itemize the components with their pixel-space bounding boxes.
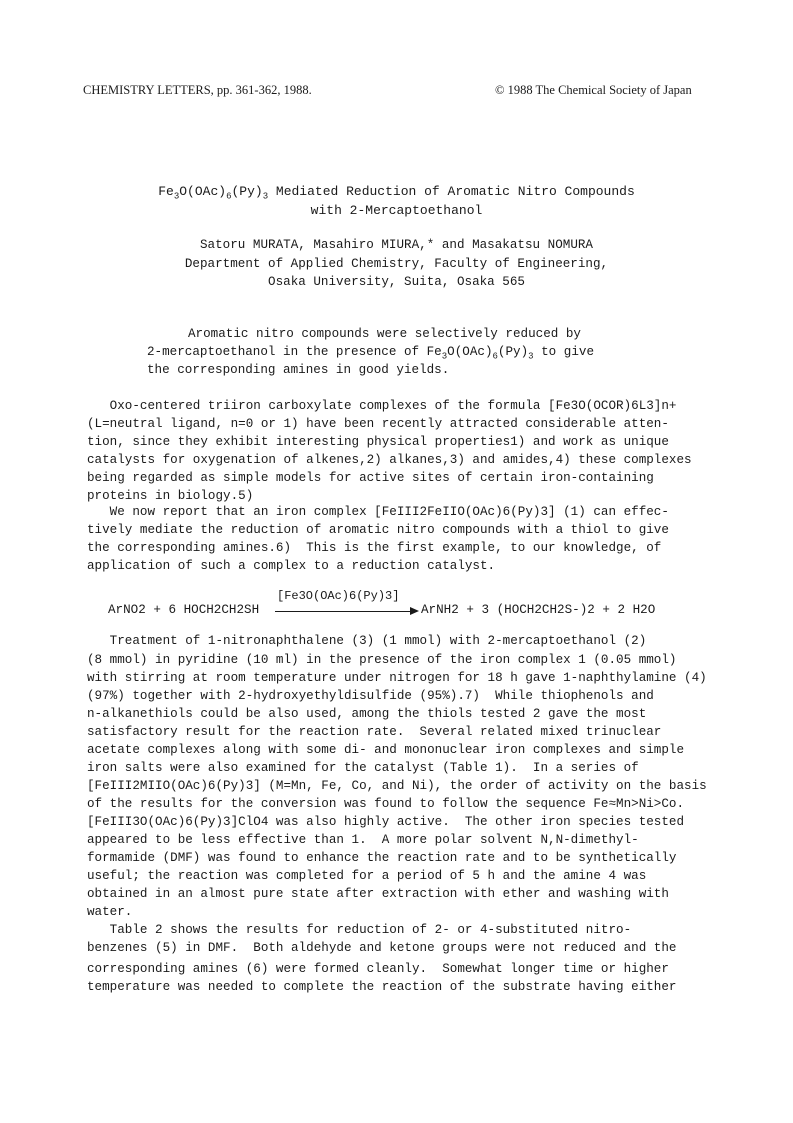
body-line: water.: [87, 905, 133, 919]
body-line: Treatment of 1-nitronaphthalene (3) (1 mmol) with 2-mercaptoethanol (2): [87, 634, 647, 648]
body-line: catalysts for oxygenation of alkenes,2) alkanes,3) and amides,4) these complexes: [87, 453, 692, 467]
body-line: benzenes (5) in DMF. Both aldehyde and ketone groups were not reduced and the: [87, 941, 677, 955]
body-line: application of such a complex to a reduction catalyst.: [87, 559, 496, 573]
reaction-arrowhead: [410, 607, 419, 615]
body-line: (8 mmol) in pyridine (10 ml) in the presence of the iron complex 1 (0.05 mmol): [87, 653, 677, 667]
equation-catalyst: [Fe3O(OAc)6(Py)3]: [277, 589, 400, 603]
body-line: [FeIII3O(OAc)6(Py)3]ClO4 was also highly active. The other iron species tested: [87, 815, 685, 829]
body-line: (97%) together with 2-hydroxyethyldisulfide (95%).7) While thiophenols and: [87, 689, 654, 703]
body-line: n-alkanethiols could be also used, among the thiols tested 2 gave the most: [87, 707, 647, 721]
abstract-line-2: 2-mercaptoethanol in the presence of $Fe_3O(OAc)_6(Py)_3$ to give: [147, 345, 595, 362]
body-line: acetate complexes along with some di- and mononuclear iron complexes and simple: [87, 743, 685, 757]
body-line: of the results for the conversion was found to follow the sequence Fe≈Mn>Ni>Co.: [87, 797, 685, 811]
body-line: proteins in biology.5): [87, 489, 254, 503]
body-line: obtained in an almost pure state after extraction with ether and washing with: [87, 887, 669, 901]
body-line: formamide (DMF) was found to enhance the reaction rate and to be synthetically: [87, 851, 677, 865]
body-line: useful; the reaction was completed for a period of 5 h and the amine 4 was: [87, 869, 647, 883]
body-line: tively mediate the reduction of aromatic nitro compounds with a thiol to give: [87, 523, 669, 537]
abstract-line-1: Aromatic nitro compounds were selectively reduced by: [188, 327, 581, 341]
reaction-arrow: [275, 611, 413, 612]
body-line: Oxo-centered triiron carboxylate complexes of the formula [Fe3O(OCOR)6L3]n+: [87, 399, 677, 413]
body-line: being regarded as simple models for active sites of certain iron-containing: [87, 471, 654, 485]
body-line: tion, since they exhibit interesting physical properties1) and work as unique: [87, 435, 669, 449]
equation-reactants: ArNO2 + 6 HOCH2CH2SH: [108, 603, 260, 617]
paper-title-line2: with 2-Mercaptoethanol: [310, 203, 483, 218]
body-line: the corresponding amines.6) This is the first example, to our knowledge, of: [87, 541, 662, 555]
body-line: (L=neutral ligand, n=0 or 1) have been recently attracted considerable atten-: [87, 417, 669, 431]
body-line: temperature was needed to complete the reaction of the substrate having either: [87, 980, 677, 994]
copyright-notice: © 1988 The Chemical Society of Japan: [495, 83, 692, 97]
body-line: [FeIII2MIIO(OAc)6(Py)3] (M=Mn, Fe, Co, and Ni), the order of activity on the basis: [87, 779, 707, 793]
body-line: corresponding amines (6) were formed cleanly. Somewhat longer time or higher: [87, 962, 669, 976]
body-line: iron salts were also examined for the catalyst (Table 1). In a series of: [87, 761, 639, 775]
author-university: Osaka University, Suita, Osaka 565: [268, 275, 525, 289]
journal-citation: CHEMISTRY LETTERS, pp. 361-362, 1988.: [83, 83, 312, 97]
body-line: satisfactory result for the reaction rate. Several related mixed trinuclear: [87, 725, 662, 739]
equation-products: ArNH2 + 3 (HOCH2CH2S-)2 + 2 H2O: [421, 603, 656, 617]
body-line: with stirring at room temperature under nitrogen for 18 h gave 1-naphthylamine (4): [87, 671, 707, 685]
body-line: Table 2 shows the results for reduction of 2- or 4-substituted nitro-: [87, 923, 632, 937]
paper-title: $Fe_3O(OAc)_6(Py)_3$ Mediated Reduction of Aromatic Nitro Compounds: [158, 184, 635, 202]
abstract-line-3: the corresponding amines in good yields.: [147, 363, 450, 377]
author-list: Satoru MURATA, Masahiro MIURA,* and Masakatsu NOMURA: [200, 238, 593, 252]
body-line: We now report that an iron complex [FeIII2FeIIO(OAc)6(Py)3] (1) can effec-: [87, 505, 669, 519]
body-line: appeared to be less effective than 1. A more polar solvent N,N-dimethyl-: [87, 833, 639, 847]
author-department: Department of Applied Chemistry, Faculty of Engineering,: [184, 257, 609, 271]
